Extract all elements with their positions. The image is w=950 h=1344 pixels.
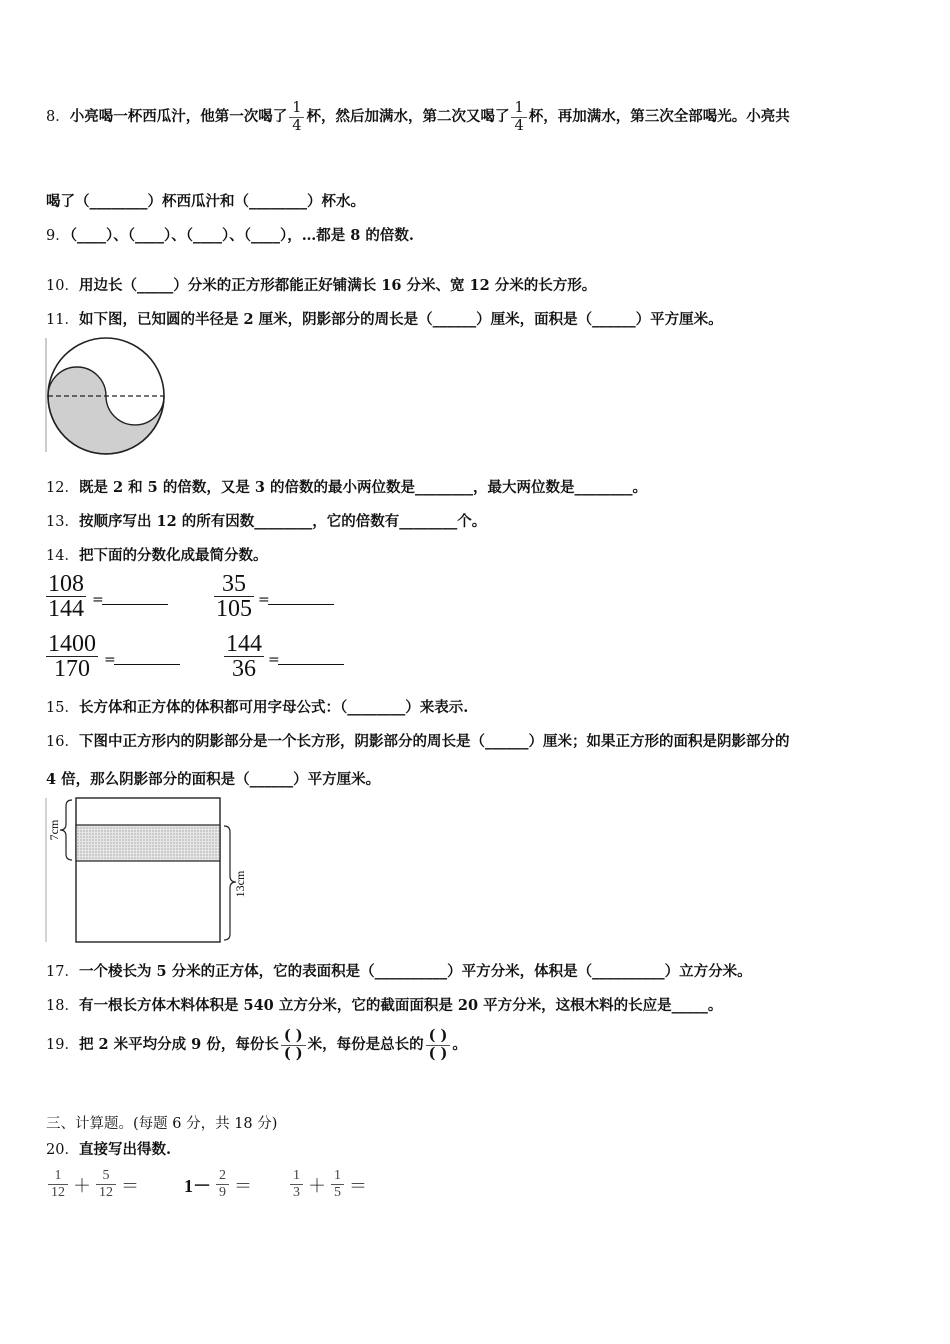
question-15: 15．长方体和正方体的体积都可用字母公式：（________）来表示. bbox=[46, 699, 469, 716]
answer-blank[interactable] bbox=[114, 664, 180, 665]
fraction: $\frac{1}{5}$ bbox=[331, 1168, 344, 1201]
question-text: 杯，然后加满水，第二次又喝了 bbox=[306, 108, 510, 126]
fraction-108-144: 108 144 bbox=[48, 571, 84, 622]
question-20: 20．直接写出得数. bbox=[46, 1141, 172, 1158]
question-text: 杯，再加满水，第三次全部喝光。小亮共 bbox=[528, 108, 790, 126]
question-19: 19．把 2 米平均分成 9 份，每份长 $\frac{( )}{( )}$ 米，每份是总长的 $\frac{( )}{( )}$ 。 bbox=[46, 1027, 467, 1062]
question-11: 11．如下图，已知圆的半径是 2 厘米，阴影部分的周长是（______）厘米，面积是（______）平方厘米。 bbox=[46, 311, 723, 328]
question-10: 10．用边长（_____）分米的正方形都能正好铺满长 16 分米、宽 12 分米的长方形。 bbox=[46, 277, 597, 294]
fraction: $\frac{1}{12}$ bbox=[48, 1168, 68, 1201]
label-7cm: 7cm bbox=[47, 819, 61, 841]
fraction-35-105: 35 105 bbox=[216, 571, 252, 622]
question-8-line2: 喝了（________）杯西瓜汁和（________）杯水。 bbox=[46, 193, 365, 210]
answer-blank[interactable] bbox=[278, 664, 344, 665]
label-13cm: 13cm bbox=[233, 870, 247, 898]
question-16-line1: 16．下图中正方形内的阴影部分是一个长方形，阴影部分的周长是（______）厘米；如果正方形的面积是阴影部分的 bbox=[46, 733, 790, 750]
question-number: 8． bbox=[46, 109, 70, 126]
fraction: $\frac{1}{4}$ bbox=[289, 100, 304, 134]
equals-sign: = bbox=[104, 652, 116, 668]
question-13: 13．按顺序写出 12 的所有因数________，它的倍数有________个。 bbox=[46, 513, 487, 530]
section-title: 三、计算题。(每题 6 分，共 18 分) bbox=[46, 1116, 278, 1132]
fraction: $\frac{1}{3}$ bbox=[290, 1168, 303, 1201]
yin-yang-circle-figure bbox=[44, 336, 174, 456]
question-text: 小亮喝一杯西瓜汁，他第一次喝了 bbox=[69, 108, 288, 126]
fraction: $\frac{5}{12}$ bbox=[96, 1168, 116, 1201]
equals-sign: = bbox=[268, 652, 280, 668]
fraction: $\frac{1}{4}$ bbox=[511, 100, 526, 134]
question-12: 12．既是 2 和 5 的倍数，又是 3 的倍数的最小两位数是________，最大两位数是________。 bbox=[46, 479, 648, 496]
fraction: $\frac{2}{9}$ bbox=[216, 1168, 229, 1201]
fraction-blank[interactable]: $\frac{( )}{( )}$ bbox=[281, 1028, 306, 1062]
answer-blank[interactable] bbox=[268, 604, 334, 605]
equals-sign: = bbox=[258, 592, 270, 608]
question-16-line2: 4 倍，那么阴影部分的面积是（______）平方厘米。 bbox=[46, 771, 381, 788]
square-with-shaded-rectangle-figure bbox=[44, 794, 264, 946]
fraction-144-36: 144 36 bbox=[226, 631, 262, 682]
calculation-row: $\frac{1}{12}$ ＋ $\frac{5}{12}$ ＝ 1－ $\frac{2}{9}$ ＝ $\frac{1}{3}$ ＋ $\frac{1}{5}$ ＝ bbox=[46, 1168, 370, 1201]
question-14: 14．把下面的分数化成最简分数。 bbox=[46, 547, 268, 564]
question-17: 17．一个棱长为 5 分米的正方体，它的表面积是（__________）平方分米，体积是（__________）立方分米。 bbox=[46, 963, 752, 980]
fraction-1400-170: 1400 170 bbox=[48, 631, 96, 682]
question-9: 9．（____）、（____）、（____）、（____），…都是 8 的倍数. bbox=[46, 227, 414, 244]
answer-blank[interactable] bbox=[102, 604, 168, 605]
fraction-blank[interactable]: $\frac{( )}{( )}$ bbox=[426, 1028, 451, 1062]
question-8-line1 bbox=[46, 100, 790, 134]
equals-sign: = bbox=[92, 592, 104, 608]
question-18: 18．有一根长方体木料体积是 540 立方分米，它的截面面积是 20 平方分米，这根木料的长应是_____。 bbox=[46, 997, 723, 1014]
